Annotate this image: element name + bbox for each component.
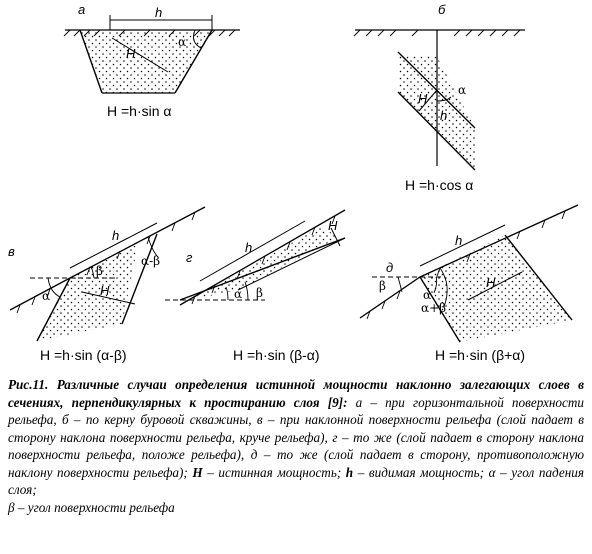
H-label-b: H bbox=[418, 91, 428, 106]
panel-letter-v: в bbox=[8, 244, 15, 259]
alpha-label-g: α bbox=[234, 287, 243, 301]
formula-a: H =h·sin α bbox=[107, 103, 172, 119]
panel-letter-d: д bbox=[386, 260, 394, 275]
layer-g bbox=[190, 227, 340, 300]
h-label-d: h bbox=[455, 233, 463, 248]
layer-a bbox=[80, 30, 212, 93]
h-label-v: h bbox=[112, 228, 120, 243]
caption-alpha-def: α – угол падения слоя; bbox=[8, 464, 585, 497]
formula-d: H =h·sin (β+α) bbox=[435, 347, 526, 363]
H-label-v: H bbox=[100, 283, 110, 298]
panel-a bbox=[64, 2, 240, 119]
formula-g: H =h·sin (β-α) bbox=[233, 347, 320, 363]
H-label-a: H bbox=[126, 46, 136, 61]
beta-arc-d bbox=[398, 277, 402, 292]
formula-b: H =h·cos α bbox=[405, 177, 474, 193]
diff-label-v: α-β bbox=[141, 254, 161, 268]
beta-label-d: β bbox=[379, 279, 386, 293]
H-label-g: H bbox=[328, 218, 338, 233]
beta-label-g: β bbox=[256, 286, 263, 300]
caption-title: Рис.11. Различные случаи определения истинной мощности наклонно залегающих слоев в сечениях, перпендикулярных к простиранию слоя [9]: bbox=[8, 377, 584, 410]
alpha-label-d: α bbox=[423, 288, 432, 302]
panel-letter-a: а bbox=[78, 2, 86, 17]
panel-letter-b: б bbox=[438, 2, 446, 17]
H-label-d: H bbox=[486, 275, 496, 290]
panel-g bbox=[165, 210, 345, 363]
beta-label-v: β bbox=[96, 264, 103, 278]
alpha-label-b: α bbox=[458, 83, 467, 97]
panel-v bbox=[8, 207, 205, 363]
caption-H-term: H bbox=[192, 464, 203, 480]
panel-b bbox=[354, 2, 525, 193]
figure-caption bbox=[8, 376, 584, 516]
formula-v: H =h·sin (α-β) bbox=[40, 347, 127, 363]
caption-h-def: – видимая мощность; bbox=[353, 464, 489, 480]
h-label-g: h bbox=[245, 240, 253, 255]
h-label-b: h bbox=[440, 108, 448, 123]
panel-d bbox=[360, 205, 578, 363]
caption-h-term: h bbox=[345, 464, 354, 480]
caption-text: а – при горизонтальной поверхности рельефа, б – по керну буровой скважины, в – при наклонной поверхности рельефа (слой падает в сторону наклона поверхности рельефа, круче рельефа), г – то же (слой падает в сторону наклона поверхности рельефа, положе рельефа), д – то же (слой падает в сторону, противоположную наклону поверхности рельефа); bbox=[8, 394, 584, 480]
caption-H-def: – истинная мощность; bbox=[202, 464, 346, 480]
h-label-a: h bbox=[155, 5, 163, 20]
sum-label-d: α+β bbox=[421, 301, 447, 315]
caption-beta-def: β – угол поверхности рельефа bbox=[8, 499, 175, 515]
caption-main bbox=[8, 376, 584, 499]
alpha-label-v: α bbox=[42, 289, 51, 303]
alpha-label-a: α bbox=[178, 35, 187, 49]
layer-d bbox=[420, 235, 572, 342]
panel-letter-g: г bbox=[186, 250, 193, 265]
